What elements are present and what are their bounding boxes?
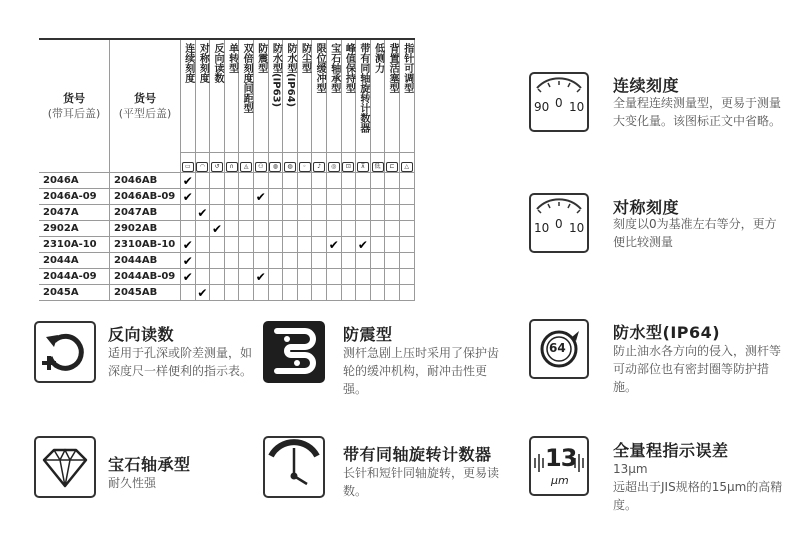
empty-cell [181,205,196,221]
shockproof-desc: 测杆急剧上压时采用了保护齿轮的缓冲机构，耐冲击性更强。 [343,346,500,396]
feature-header-label: 连续刻度 [182,43,194,83]
part-number-ear: 2310A-10 [39,237,110,253]
empty-cell [326,285,341,301]
empty-cell [312,221,327,237]
empty-cell [326,221,341,237]
feature-header [370,39,385,153]
jewel-bearing-title: 宝石轴承型 [108,455,191,474]
empty-cell [224,221,239,237]
empty-cell [312,205,327,221]
feature-header [341,39,356,153]
table-row [39,285,414,301]
empty-cell [268,269,283,285]
reverse-reading-desc: 适用于孔深或阶差测量，如深度尺一样便利的指示表。 [108,346,253,378]
empty-cell [253,237,268,253]
empty-cell [341,173,356,189]
empty-cell [181,221,196,237]
continuous-scale-icon [529,72,589,132]
part-number-ear: 2045A [39,285,110,301]
empty-cell [312,269,327,285]
spec-table [39,38,415,301]
empty-cell [283,285,298,301]
feature-mini-icon: ◠ [195,153,210,173]
empty-cell [326,189,341,205]
feature-mini-icon: △ [399,153,414,173]
feature-header [312,39,327,153]
feature-header [326,39,341,153]
empty-cell [210,285,225,301]
empty-cell [210,237,225,253]
empty-cell [239,205,254,221]
empty-cell [283,253,298,269]
symmetric-scale-desc: 刻度以0为基准左右等分，更方便比较测量 [613,217,777,249]
empty-cell [195,173,210,189]
empty-cell [341,205,356,221]
reverse-reading-title: 反向读数 [108,325,175,344]
feature-mini-icon: ⊼ [356,153,371,173]
error-unit: μm [551,474,569,487]
check-mark: ✔ [253,269,268,285]
table-row [39,237,414,253]
part-number-ear: 2046A-09 [39,189,110,205]
empty-cell [341,253,356,269]
feature-mini-icon: ⚇ [253,153,268,173]
header-part-flat [110,39,181,173]
empty-cell [195,237,210,253]
empty-cell [370,189,385,205]
empty-cell [312,253,327,269]
feature-header-label: 低测力 [372,43,384,73]
feature-header-label: 峰值保持型 [343,43,355,93]
empty-cell [370,205,385,221]
symmetric-scale-title: 对称刻度 [613,198,680,217]
table-row [39,173,414,189]
empty-cell [224,173,239,189]
table-row [39,253,414,269]
empty-cell [297,205,312,221]
shockproof-title: 防震型 [343,325,393,344]
feature-mini-icon: ♪ [312,153,327,173]
empty-cell [268,173,283,189]
feature-header [356,39,371,153]
feature-header-label: 防尘型 [299,43,311,73]
part-number-flat: 2044AB [110,253,181,269]
empty-cell [356,285,371,301]
empty-cell [268,205,283,221]
feature-mini-icon: ◍ [268,153,283,173]
feature-header [297,39,312,153]
feature-header-label: 反向读数 [211,43,223,83]
empty-cell [210,205,225,221]
empty-cell [370,173,385,189]
empty-cell [239,173,254,189]
table-row [39,189,414,205]
shockproof-icon [263,321,325,383]
empty-cell [385,269,400,285]
empty-cell [195,269,210,285]
check-mark: ✔ [181,173,196,189]
jewel-bearing-desc: 耐久性强 [108,476,157,490]
empty-cell [268,253,283,269]
header-part-ear-sub: (带耳后盖) [47,107,101,120]
table-row [39,205,414,221]
feature-mini-icon: ◎ [326,153,341,173]
empty-cell [210,173,225,189]
empty-cell [239,269,254,285]
empty-cell [356,205,371,221]
empty-cell [253,285,268,301]
empty-cell [268,221,283,237]
feature-header [253,39,268,153]
reverse-reading-icon [34,321,96,383]
empty-cell [399,285,414,301]
empty-cell [399,253,414,269]
empty-cell [283,205,298,221]
feature-header [239,39,254,153]
check-mark: ✔ [181,253,196,269]
feature-header [210,39,225,153]
feature-mini-icon: ⊏ [385,153,400,173]
empty-cell [224,285,239,301]
empty-cell [297,221,312,237]
empty-cell [210,189,225,205]
feature-mini-icon: ⊡ [341,153,356,173]
empty-cell [195,253,210,269]
coaxial-counter-desc: 长针和短针同轴旋转，更易读数。 [343,466,500,498]
empty-cell [370,253,385,269]
table-body [39,173,414,301]
empty-cell [356,173,371,189]
empty-cell [224,253,239,269]
part-number-ear: 2902A [39,221,110,237]
symmetric-scale-icon [529,193,589,253]
header-part-flat-sub: (平型后盖) [118,107,172,120]
error-number: 13 [545,444,577,472]
part-number-flat: 2046AB-09 [110,189,181,205]
check-mark: ✔ [195,285,210,301]
empty-cell [385,189,400,205]
feature-mini-icon: ↺ [210,153,225,173]
empty-cell [253,173,268,189]
empty-cell [268,285,283,301]
empty-cell [341,285,356,301]
empty-cell [181,285,196,301]
feature-header [385,39,400,153]
empty-cell [370,221,385,237]
feature-mini-icon: ▭ [181,153,196,173]
empty-cell [341,189,356,205]
dial-label-center: 0 [555,96,563,110]
part-number-flat: 2902AB [110,221,181,237]
empty-cell [195,221,210,237]
feature-header [181,39,196,153]
empty-cell [239,285,254,301]
empty-cell [297,189,312,205]
feature-header-label: 宝石轴承型 [328,43,340,93]
feature-mini-icon: ∩ [224,153,239,173]
empty-cell [399,173,414,189]
dial-label-center: 0 [555,217,563,231]
empty-cell [297,269,312,285]
empty-cell [326,253,341,269]
empty-cell [385,285,400,301]
waterproof-desc: 防止油水各方向的侵入，测杆等可动部位也有密封圈等防护措施。 [613,344,782,394]
empty-cell [399,205,414,221]
empty-cell [283,173,298,189]
empty-cell [283,189,298,205]
continuous-scale-title: 连续刻度 [613,76,680,95]
feature-mini-icon: ◦ [297,153,312,173]
check-mark: ✔ [253,189,268,205]
empty-cell [224,205,239,221]
feature-header-label: 防水型(IP63) [270,43,282,108]
feature-mini-icon: ◍ [283,153,298,173]
feature-header-label: 防震型 [255,43,267,73]
empty-cell [195,189,210,205]
empty-cell [370,269,385,285]
empty-cell [326,205,341,221]
part-number-flat: 2045AB [110,285,181,301]
empty-cell [312,285,327,301]
full-range-error-icon [529,436,589,496]
part-number-flat: 2047AB [110,205,181,221]
part-number-flat: 2044AB-09 [110,269,181,285]
check-mark: ✔ [181,237,196,253]
empty-cell [326,173,341,189]
empty-cell [239,253,254,269]
check-mark: ✔ [181,269,196,285]
empty-cell [268,189,283,205]
ip64-text: 64 [549,341,566,355]
empty-cell [210,253,225,269]
empty-cell [239,237,254,253]
empty-cell [312,237,327,253]
feature-header [224,39,239,153]
empty-cell [399,269,414,285]
empty-cell [210,269,225,285]
empty-cell [385,221,400,237]
dial-label-right: 10 [569,221,585,235]
empty-cell [370,237,385,253]
empty-cell [341,221,356,237]
empty-cell [399,189,414,205]
continuous-scale-desc: 全量程连续测量型，更易于测量大变化量。该图标正文中省略。 [613,96,782,128]
check-mark: ✔ [195,205,210,221]
empty-cell [224,269,239,285]
empty-cell [356,269,371,285]
coaxial-counter-title: 带有同轴旋转计数器 [343,445,492,464]
empty-cell [297,237,312,253]
full-range-error-value: 13μm [613,462,648,476]
waterproof-title: 防水型(IP64) [613,323,721,342]
table-header-row [39,39,414,153]
empty-cell [399,237,414,253]
feature-header-label: 限位缓冲型 [314,43,326,93]
empty-cell [312,173,327,189]
empty-cell [283,237,298,253]
feature-header-label: 带有同轴旋转计数器 [357,43,369,133]
coaxial-counter-icon [263,436,325,498]
empty-cell [341,237,356,253]
jewel-bearing-icon [34,436,96,498]
empty-cell [297,173,312,189]
empty-cell [253,205,268,221]
empty-cell [326,269,341,285]
empty-cell [356,253,371,269]
empty-cell [370,285,385,301]
empty-cell [341,269,356,285]
feature-header-label: 指针可调型 [401,43,413,93]
check-mark: ✔ [356,237,371,253]
dial-label-left: 10 [534,221,550,235]
empty-cell [224,237,239,253]
empty-cell [239,221,254,237]
empty-cell [385,173,400,189]
empty-cell [399,221,414,237]
feature-header-label: 背置活塞型 [387,43,399,93]
full-range-error-title: 全量程指示误差 [613,441,729,460]
feature-header-label: 双倍刻度间距型 [241,43,253,113]
feature-header [268,39,283,153]
empty-cell [268,237,283,253]
feature-header [195,39,210,153]
full-range-error-text: 远超出于JIS规格的15μm的高精度。 [613,480,783,512]
empty-cell [283,269,298,285]
part-number-ear: 2044A [39,253,110,269]
header-part-ear [39,39,110,173]
empty-cell [385,237,400,253]
feature-mini-icon: ◬ [239,153,254,173]
empty-cell [224,189,239,205]
empty-cell [297,253,312,269]
full-range-error-desc [613,460,783,514]
feature-header [399,39,414,153]
empty-cell [297,285,312,301]
check-mark: ✔ [181,189,196,205]
feature-header-label: 单转型 [226,43,238,73]
empty-cell [253,221,268,237]
empty-cell [356,189,371,205]
header-part-flat-label: 货号 [134,92,156,105]
feature-mini-icon: 低 [370,153,385,173]
part-number-ear: 2047A [39,205,110,221]
part-number-flat: 2310AB-10 [110,237,181,253]
header-part-ear-label: 货号 [63,92,85,105]
dial-label-left: 90 [534,100,550,114]
dial-label-right: 10 [569,100,585,114]
part-number-flat: 2046AB [110,173,181,189]
check-mark: ✔ [210,221,225,237]
part-number-ear: 2046A [39,173,110,189]
part-number-ear: 2044A-09 [39,269,110,285]
empty-cell [253,253,268,269]
feature-header [283,39,298,153]
feature-header-label: 防水型(IP64) [284,43,296,108]
empty-cell [356,221,371,237]
table-row [39,221,414,237]
waterproof-ip64-icon [529,319,589,379]
empty-cell [385,205,400,221]
empty-cell [239,189,254,205]
table-row [39,269,414,285]
empty-cell [283,221,298,237]
empty-cell [385,253,400,269]
feature-header-label: 对称刻度 [197,43,209,83]
empty-cell [312,189,327,205]
check-mark: ✔ [326,237,341,253]
